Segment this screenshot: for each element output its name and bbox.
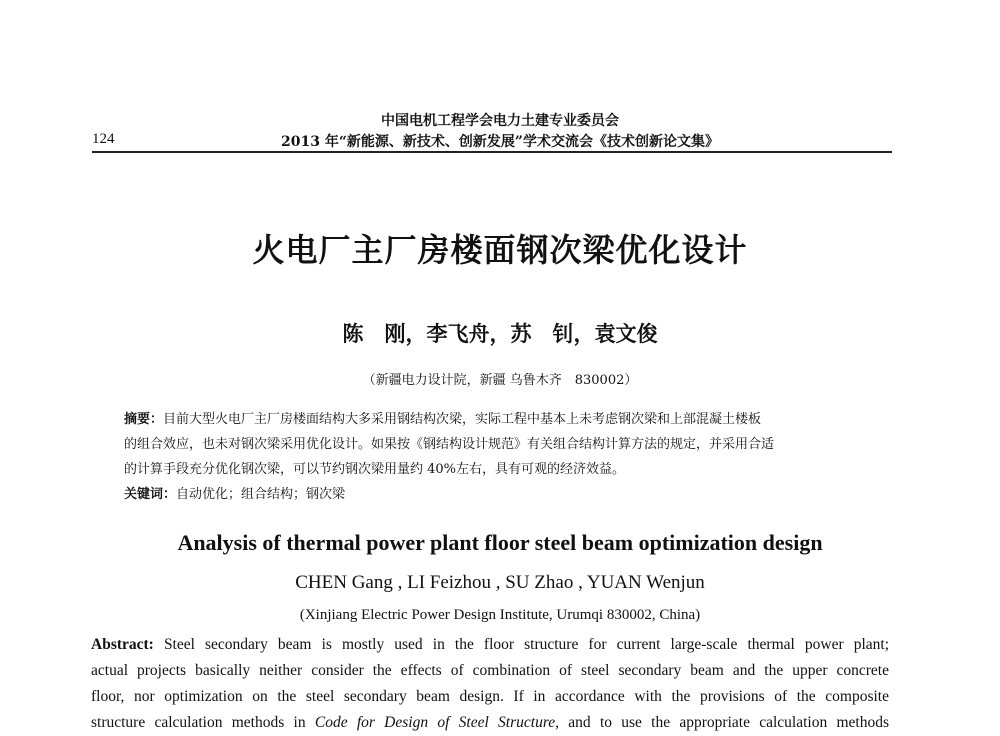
abstract-en-line — [91, 632, 889, 658]
keywords-cn-text: 自动优化；组合结构；钢次梁 — [176, 487, 346, 502]
abstract-en-text: , and to use the appropriate calculation methods — [555, 714, 889, 731]
abstract-chinese — [124, 407, 869, 507]
title-english: Analysis of thermal power plant floor steel beam optimization design — [177, 530, 823, 555]
running-header-proceedings: 2013 年“新能源、新技术、创新发展”学术交流会《技术创新论文集》 — [281, 134, 719, 150]
code-title-italic: Code for Design of Steel Structure — [314, 714, 556, 731]
abstract-cn-text: 目前大型火电厂主厂房楼面结构大多采用钢结构次梁，实际工程中基本上未考虑钢次梁和上部混凝土楼板 — [163, 412, 762, 427]
keywords-cn-line — [124, 482, 869, 507]
abstract-cn-line: 的组合效应，也未对钢次梁采用优化设计。如果按《钢结构设计规范》有关组合结构计算方法的规定，并采用合适 — [124, 437, 775, 452]
running-header-organization: 中国电机工程学会电力土建专业委员会 — [381, 113, 619, 129]
keywords-cn-label: 关键词： — [124, 487, 177, 502]
abstract-en-text: structure calculation methods in — [91, 714, 306, 731]
abstract-cn-line: 的计算手段充分优化钢次梁，可以节约钢次梁用量约 40%左右，具有可观的经济效益。 — [124, 462, 626, 477]
title-chinese: 火电厂主厂房楼面钢次梁优化设计 — [252, 231, 748, 269]
abstract-en-line — [91, 710, 889, 736]
affiliation-chinese: （新疆电力设计院，新疆 乌鲁木齐 830002） — [362, 373, 638, 388]
abstract-en-label: Abstract: — [91, 636, 154, 653]
header-rule — [92, 151, 892, 153]
abstract-en-text: Steel secondary beam is mostly used in the floor structure for current large-scale thermal power plant; — [163, 636, 890, 653]
abstract-en-line: actual projects basically neither consider the effects of combination of steel secondary beam and the upper concrete — [91, 662, 889, 679]
abstract-en-line: floor, nor optimization on the steel secondary beam design. If in accordance with the provisions of the composite — [91, 688, 889, 705]
authors-english: CHEN Gang , LI Feizhou , SU Zhao , YUAN Wenjun — [295, 572, 705, 593]
page-number: 124 — [92, 131, 115, 147]
abstract-english — [91, 632, 889, 736]
abstract-cn-line — [124, 407, 869, 432]
abstract-cn-label: 摘要： — [124, 412, 164, 427]
affiliation-english: (Xinjiang Electric Power Design Institute, Urumqi 830002, China) — [299, 607, 701, 623]
authors-chinese: 陈 刚，李飞舟，苏 钊，袁文俊 — [342, 322, 658, 346]
